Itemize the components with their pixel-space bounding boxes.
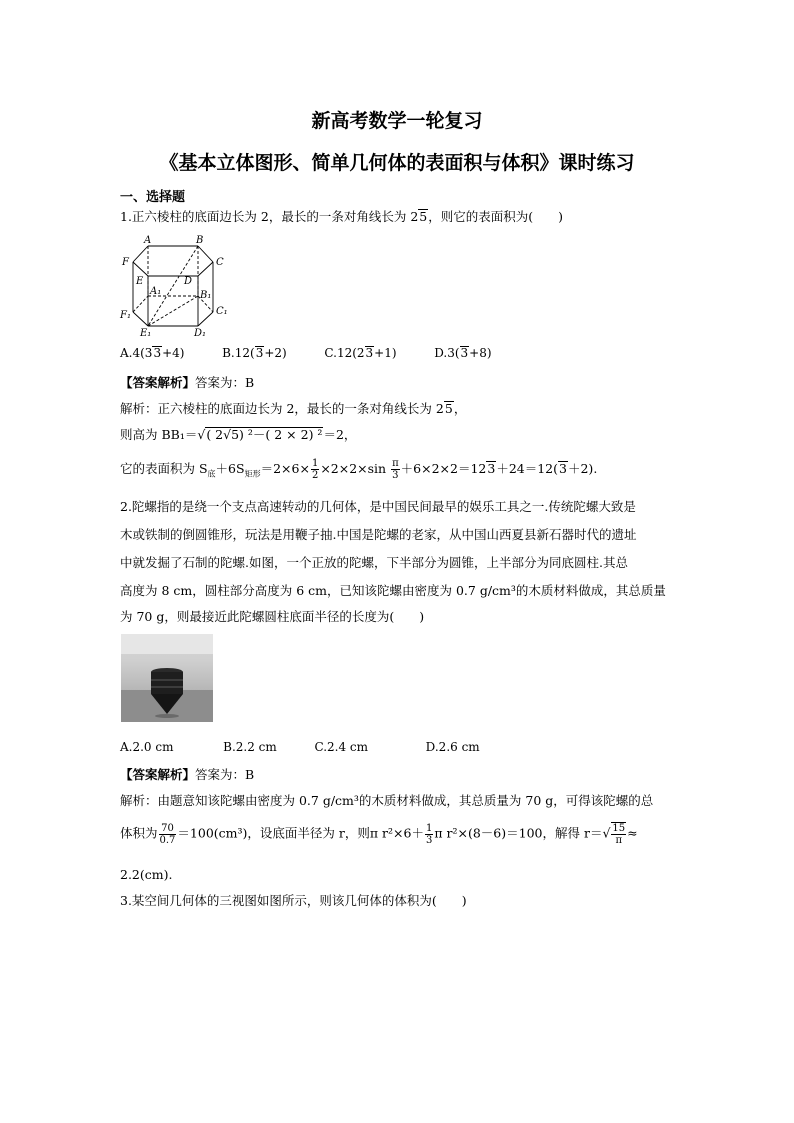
q1-explanation-1: 解析：正六棱柱的底面边长为 2，最长的一条对角线长为 25， [120, 401, 467, 416]
document-title: 新高考数学一轮复习 [311, 110, 483, 132]
q2-option-d[interactable]: D.2.6 cm [425, 740, 480, 754]
q2-answer: 【答案解析】答案为：B [120, 767, 255, 782]
q1-explanation-3: 它的表面积为 $S_底+6S_{矩形}=2\times 6\times$ $\frac{1}{2}$ ×2×2×sin $\frac{\pi}{3}$ ＋6×2×2＝123＋24＝12(3＋2). [120, 458, 598, 481]
q1-stem: 1.正六棱柱的底面边长为 2，最长的一条对角线长为 25，则它的表面积为( ) [120, 209, 563, 224]
label-D: D [184, 276, 193, 287]
hexagonal-prism-figure [118, 232, 230, 338]
q3-stem: 3.某空间几何体的三视图如图所示，则该几何体的体积为( ) [120, 893, 467, 908]
q1-answer: 【答案解析】答案为：B [120, 375, 255, 390]
label-A: A [144, 235, 152, 246]
q2-explanation-1: 解析：由题意知该陀螺由密度为 0.7 g/cm³的木质材料做成，其总质量为 70 g，可得该陀螺的总 [120, 793, 654, 808]
label-C: C [216, 257, 224, 268]
label-E: E [136, 276, 144, 287]
q2-stem-line-1: 2.陀螺指的是绕一个支点高速转动的几何体，是中国民间最早的娱乐工具之一.传统陀螺大致是 [120, 499, 636, 514]
q1-option-c[interactable]: C.12(23+1) [324, 346, 397, 360]
q2-stem-line-4: 高度为 8 cm，圆柱部分高度为 6 cm，已知该陀螺由密度为 0.7 g/cm³的木质材料做成，其总质量 [120, 583, 666, 598]
label-F: F [122, 257, 129, 268]
spinning-top-photo [121, 634, 213, 722]
label-F1: F₁ [120, 310, 131, 321]
section-heading: 一、选择题 [120, 190, 186, 205]
q2-explanation-3: 2.2(cm). [120, 867, 173, 882]
label-B1: B₁ [200, 290, 212, 301]
q2-stem-line-3: 中就发掘了石制的陀螺.如图，一个正放的陀螺，下半部分为圆锥，上半部分为同底圆柱.其总 [120, 555, 628, 570]
q2-stem-line-5: 为 70 g，则最接近此陀螺圆柱底面半径的长度为( ) [120, 609, 425, 624]
label-D1: D₁ [194, 328, 207, 338]
label-B: B [196, 235, 204, 246]
q1-options [120, 344, 492, 362]
label-C1: C₁ [216, 306, 228, 317]
q2-stem-line-2: 木或铁制的倒圆锥形，玩法是用鞭子抽.中国是陀螺的老家，从中国山西夏县新石器时代的遗址 [120, 527, 637, 542]
q1-explanation-2: 则高为 BB₁＝√( 2√5) ²－( 2 × 2) ²＝2， [120, 427, 357, 442]
q2-explanation-2: 体积为 $\frac{70}{0.7}$ ＝100(cm³)，设底面半径为 r，则π r²×6＋ $\frac{1}{3}$ π r²×(8－6)＝100，解得 r＝√ $\frac{15}{\pi}$ ≈ [120, 822, 638, 846]
q2-option-c[interactable]: C.2.4 cm [314, 740, 369, 754]
label-E1: E₁ [140, 328, 152, 338]
q1-option-d[interactable]: D.3(3+8) [434, 346, 492, 360]
q1-option-a[interactable]: A.4(33+4) [120, 346, 185, 360]
q2-options [120, 738, 480, 756]
document-subtitle: 《基本立体图形、简单几何体的表面积与体积》课时练习 [159, 152, 635, 174]
label-A1: A₁ [150, 286, 162, 297]
q2-option-a[interactable]: A.2.0 cm [120, 740, 174, 754]
q2-option-b[interactable]: B.2.2 cm [223, 740, 277, 754]
q1-option-b[interactable]: B.12(3+2) [222, 346, 287, 360]
